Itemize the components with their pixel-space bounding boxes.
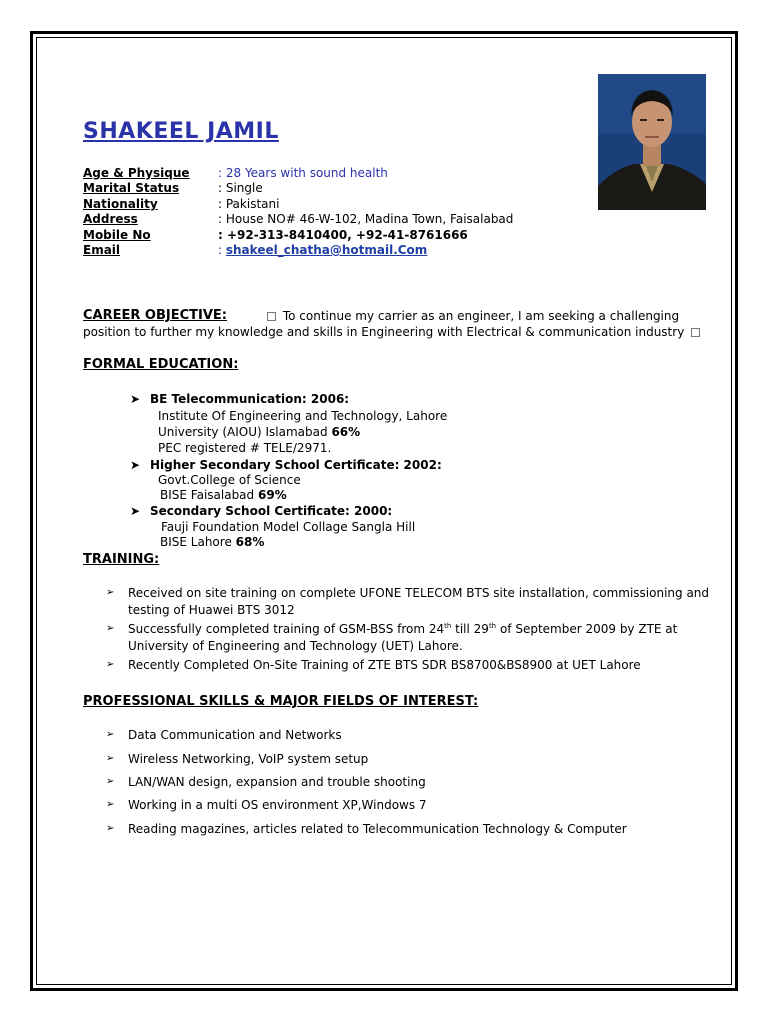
edu-be-grade: 66% bbox=[331, 425, 361, 439]
skill-item: Wireless Networking, VoIP system setup bbox=[128, 752, 369, 766]
marital-label: Marital Status bbox=[83, 181, 180, 195]
training-item-1a: Received on site training on complete UFONE TELECOM BTS site installation, commissioning and bbox=[128, 586, 710, 600]
training-item-3: Recently Completed On-Site Training of ZTE BTS SDR BS8700&BS8900 at UET Lahore bbox=[128, 658, 641, 672]
nationality-label: Nationality bbox=[83, 197, 158, 211]
skill-item: LAN/WAN design, expansion and trouble shooting bbox=[128, 775, 426, 789]
edu-hssc-line: Govt.College of Science bbox=[158, 473, 301, 487]
marital-value: : Single bbox=[218, 181, 263, 195]
arrow-bullet-icon: ➢ bbox=[106, 823, 115, 834]
training-2-sup-b: th bbox=[488, 622, 497, 630]
candidate-name: SHAKEEL JAMIL bbox=[83, 119, 279, 144]
checkbox-glyph-icon bbox=[267, 312, 276, 321]
arrow-bullet-icon: ➢ bbox=[106, 659, 115, 670]
email-link[interactable]: shakeel_chatha@hotmail.Com bbox=[225, 243, 428, 257]
age-label: Age & Physique bbox=[83, 166, 190, 180]
training-item-2a bbox=[128, 622, 677, 636]
edu-be-title: BE Telecommunication: 2006: bbox=[150, 392, 350, 406]
edu-be-line-grade bbox=[158, 425, 360, 439]
training-heading: TRAINING: bbox=[83, 552, 160, 567]
edu-ssc-grade: 68% bbox=[235, 535, 265, 549]
edu-hssc-board: BISE Faisalabad bbox=[160, 488, 255, 502]
edu-be-university: University (AIOU) Islamabad bbox=[158, 425, 328, 439]
career-text-1: To continue my carrier as an engineer, I am seeking a challenging bbox=[282, 309, 680, 323]
edu-be-line: PEC registered # TELE/2971. bbox=[158, 441, 332, 455]
arrow-bullet-icon: ➢ bbox=[106, 587, 115, 598]
education-heading: FORMAL EDUCATION: bbox=[83, 357, 239, 372]
career-line1 bbox=[264, 309, 679, 323]
arrow-bullet-icon: ➢ bbox=[106, 799, 115, 810]
nationality-value: : Pakistani bbox=[218, 197, 280, 211]
arrow-bullet-icon: ➤ bbox=[130, 458, 141, 472]
arrow-bullet-icon: ➤ bbox=[130, 504, 141, 518]
training-item-2b: University of Engineering and Technology (UET) Lahore. bbox=[128, 639, 463, 653]
skill-item: Data Communication and Networks bbox=[128, 728, 342, 742]
profile-photo bbox=[598, 74, 706, 210]
training-2-text-a: Successfully completed training of GSM-BSS from 24 bbox=[128, 622, 445, 636]
mobile-value: : +92-313-8410400, +92-41-8761666 bbox=[218, 228, 468, 242]
skills-heading: PROFESSIONAL SKILLS & MAJOR FIELDS OF INTEREST: bbox=[83, 694, 479, 709]
arrow-bullet-icon: ➢ bbox=[106, 753, 115, 764]
address-value: : House NO# 46-W-102, Madina Town, Faisalabad bbox=[218, 212, 514, 226]
edu-ssc-line: Fauji Foundation Model Collage Sangla Hill bbox=[161, 520, 416, 534]
email-row bbox=[218, 243, 427, 257]
training-item-1b: testing of Huawei BTS 3012 bbox=[128, 603, 295, 617]
address-label: Address bbox=[83, 212, 138, 226]
edu-be-line: Institute Of Engineering and Technology, Lahore bbox=[158, 409, 448, 423]
career-heading: CAREER OBJECTIVE: bbox=[83, 308, 227, 323]
email-label: Email bbox=[83, 243, 121, 257]
mobile-label: Mobile No bbox=[83, 228, 151, 242]
edu-hssc-line-grade bbox=[160, 488, 287, 502]
arrow-bullet-icon: ➢ bbox=[106, 729, 115, 740]
age-value: : 28 Years with sound health bbox=[218, 166, 388, 180]
edu-ssc-board: BISE Lahore bbox=[160, 535, 232, 549]
training-2-text-c: of September 2009 by ZTE at bbox=[496, 622, 678, 636]
edu-hssc-grade: 69% bbox=[257, 488, 287, 502]
checkbox-glyph-icon bbox=[691, 328, 700, 337]
skill-item: Reading magazines, articles related to Telecommunication Technology & Computer bbox=[128, 822, 627, 836]
edu-hssc-title: Higher Secondary School Certificate: 2002: bbox=[150, 458, 442, 472]
skill-item: Working in a multi OS environment XP,Windows 7 bbox=[128, 798, 427, 812]
edu-ssc-title: Secondary School Certificate: 2000: bbox=[150, 504, 393, 518]
email-colon: : bbox=[218, 243, 223, 257]
arrow-bullet-icon: ➢ bbox=[106, 776, 115, 787]
edu-ssc-line-grade bbox=[160, 535, 264, 549]
career-text-2: position to further my knowledge and skills in Engineering with Electrical & communication industry bbox=[83, 325, 685, 339]
arrow-bullet-icon: ➤ bbox=[130, 392, 141, 406]
training-2-text-b: till 29 bbox=[451, 622, 489, 636]
training-2-sup-a: th bbox=[444, 622, 452, 630]
arrow-bullet-icon: ➢ bbox=[106, 623, 115, 634]
career-line2 bbox=[83, 325, 703, 339]
